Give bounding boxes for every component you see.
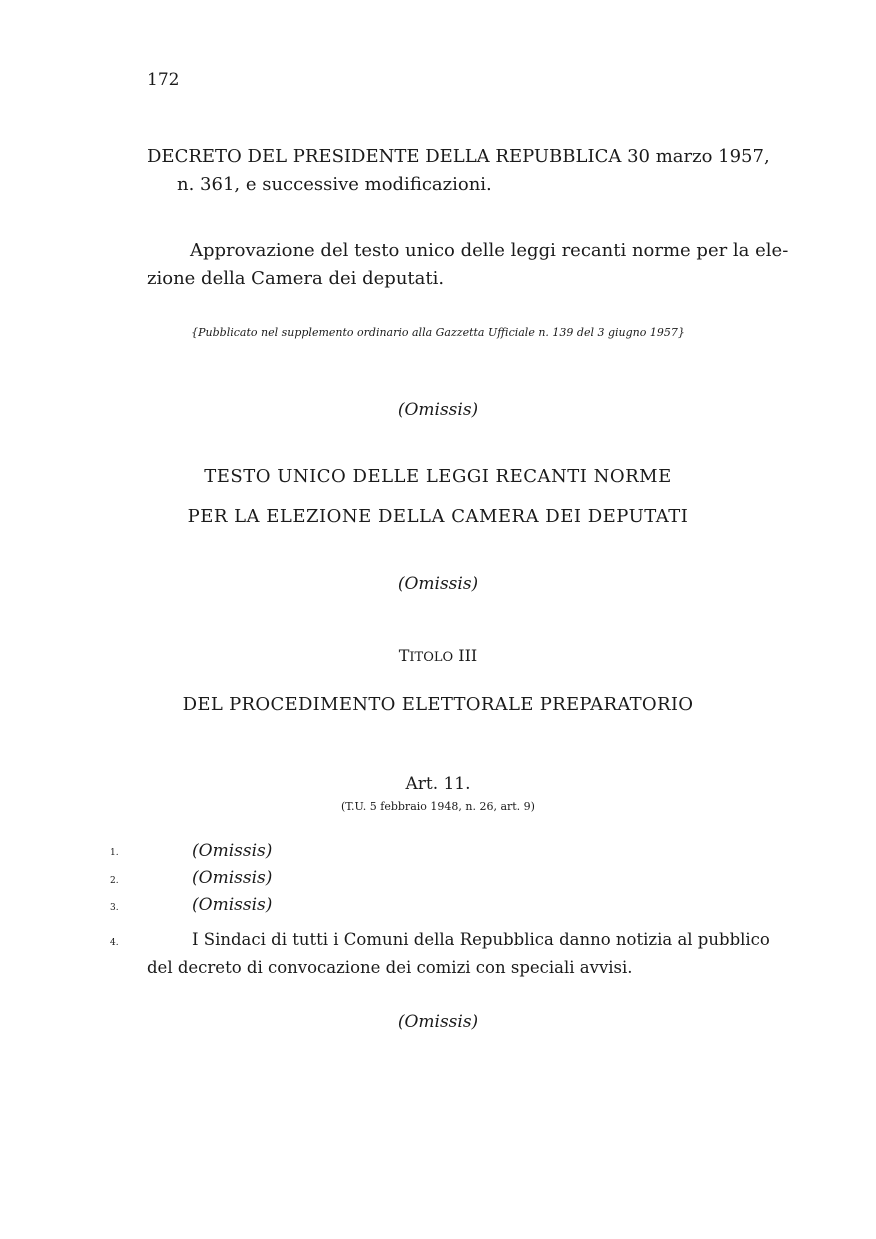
paragraph-text: (Omissis)	[192, 868, 273, 888]
decree-title: DECRETO DEL PRESIDENTE DELLA REPUBBLICA 30 marzo 1957,	[147, 146, 770, 167]
subject-line-2: zione della Camera dei deputati.	[147, 268, 445, 289]
testo-unico-title-2: PER LA ELEZIONE DELLA CAMERA DEI DEPUTATI	[187, 506, 689, 527]
titolo-heading: DEL PROCEDIMENTO ELETTORALE PREPARATORIO	[182, 694, 694, 715]
titolo-number: III	[453, 646, 478, 665]
omissis: (Omissis)	[397, 1012, 479, 1032]
paragraph-number: 3.	[110, 903, 119, 913]
article-source: (T.U. 5 febbraio 1948, n. 26, art. 9)	[341, 800, 535, 813]
article-title: Art. 11.	[405, 774, 471, 794]
paragraph-number: 4.	[110, 938, 119, 948]
titolo-label	[0, 646, 876, 665]
paragraph-number: 2.	[110, 876, 119, 886]
omissis: (Omissis)	[397, 400, 479, 420]
paragraph-text: (Omissis)	[192, 841, 273, 861]
subject-line-1: Approvazione del testo unico delle leggi recanti norme per la ele-	[190, 240, 789, 261]
decree-title-continued: n. 361, e successive modificazioni.	[177, 174, 492, 195]
titolo-rest: ITOLO	[409, 650, 454, 665]
omissis: (Omissis)	[397, 574, 479, 594]
paragraph-number: 1.	[110, 848, 119, 858]
testo-unico-title-1: TESTO UNICO DELLE LEGGI RECANTI NORME	[204, 466, 672, 487]
page-number: 172	[147, 70, 180, 90]
titolo-first: T	[398, 646, 410, 665]
paragraph-text: I Sindaci di tutti i Comuni della Repubblica danno notizia al pubblico	[192, 930, 770, 949]
paragraph-text: (Omissis)	[192, 895, 273, 915]
publication-note: {Pubblicato nel supplemento ordinario alla Gazzetta Ufficiale n. 139 del 3 giugno 1957}	[191, 326, 685, 339]
paragraph-text-continued: del decreto di convocazione dei comizi con speciali avvisi.	[147, 958, 633, 977]
